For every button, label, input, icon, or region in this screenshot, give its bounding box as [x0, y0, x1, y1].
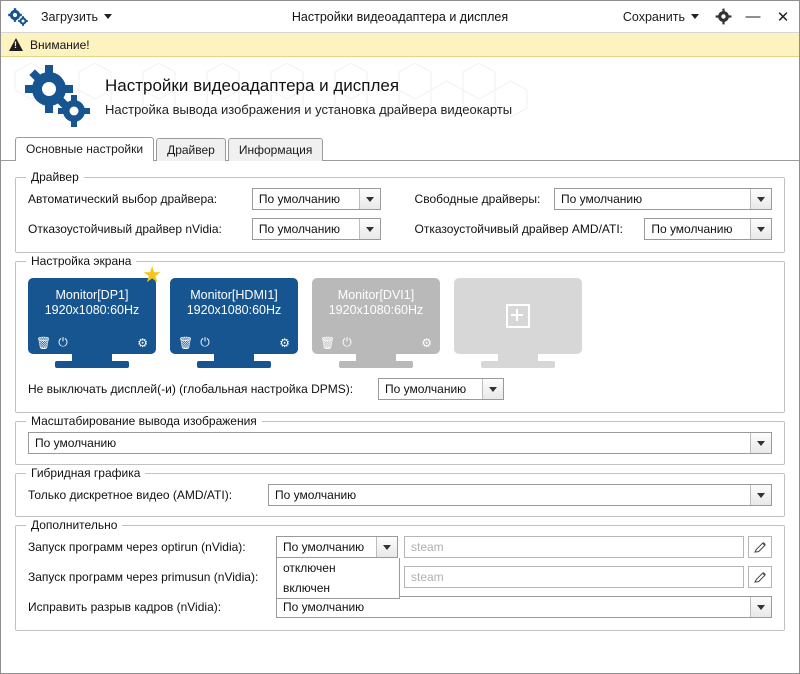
- tab-main-settings[interactable]: Основные настройки: [15, 137, 154, 161]
- optirun-option-disabled[interactable]: отключен: [283, 561, 336, 575]
- amd-fallback-label: Отказоустойчивый драйвер AMD/ATI:: [414, 222, 624, 236]
- header-banner: [1, 57, 799, 135]
- tab-information[interactable]: Информация: [228, 138, 323, 161]
- monitor-card-add[interactable]: [454, 278, 582, 368]
- primusrun-edit-button[interactable]: [748, 566, 772, 588]
- optirun-label: Запуск программ через optirun (nVidia):: [28, 540, 246, 554]
- extra-group: [15, 518, 785, 631]
- scaling-group: [15, 414, 785, 465]
- monitor-stand: [356, 354, 396, 361]
- dpms-combo[interactable]: [378, 378, 504, 400]
- tab-panel-main-settings: [1, 160, 799, 631]
- extra-group-legend: Дополнительно: [26, 518, 122, 532]
- optirun-option-enabled[interactable]: включен: [283, 581, 331, 595]
- chevron-down-icon[interactable]: [359, 219, 380, 239]
- driver-group-legend: Драйвер: [26, 170, 84, 184]
- warning-bar: [1, 33, 799, 57]
- chevron-down-icon[interactable]: [750, 597, 771, 617]
- pencil-icon: [754, 541, 767, 554]
- window-title: Настройки видеоадаптера и дисплея: [291, 9, 509, 24]
- close-button[interactable]: ✕: [776, 8, 790, 26]
- banner-subtitle: Настройка вывода изображения и установка драйвера видеокарты: [105, 101, 513, 117]
- optirun-command-input[interactable]: [404, 536, 744, 558]
- monitor-actions: [320, 335, 432, 350]
- free-driver-value: По умолчанию: [560, 192, 643, 206]
- monitor-stand: [214, 354, 254, 361]
- driver-row-2: [28, 218, 772, 240]
- screen-group-legend: Настройка экрана: [26, 254, 136, 268]
- monitor-base: [339, 361, 413, 368]
- app-logo-icon: [7, 6, 29, 28]
- title-bar: [1, 1, 799, 33]
- monitor-base: [55, 361, 129, 368]
- driver-group: [15, 170, 785, 253]
- screen-group: [15, 254, 785, 413]
- primusrun-command-placeholder: steam: [411, 570, 444, 584]
- chevron-down-icon[interactable]: [376, 537, 397, 557]
- monitor-mode: 1920x1080:60Hz: [186, 303, 282, 317]
- chevron-down-icon[interactable]: [750, 433, 771, 453]
- monitor-stand: [498, 354, 538, 361]
- primary-monitor-star-icon: ★: [142, 262, 162, 287]
- optirun-command-placeholder: steam: [411, 540, 444, 554]
- save-button[interactable]: [619, 8, 703, 26]
- hybrid-group: [15, 466, 785, 517]
- chevron-down-icon[interactable]: [750, 485, 771, 505]
- minimize-button[interactable]: —: [745, 8, 761, 25]
- auto-driver-label: Автоматический выбор драйвера:: [28, 192, 218, 206]
- monitor-list: [28, 262, 772, 368]
- monitor-mode: 1920x1080:60Hz: [328, 303, 424, 317]
- pencil-icon: [754, 571, 767, 584]
- load-button[interactable]: [37, 8, 116, 26]
- monitor-screen: [170, 278, 298, 354]
- hybrid-group-legend: Гибридная графика: [26, 466, 145, 480]
- banner-title: Настройки видеоадаптера и дисплея: [105, 75, 400, 95]
- warning-triangle-icon: [9, 38, 23, 51]
- monitor-base: [481, 361, 555, 368]
- plus-icon[interactable]: [506, 304, 530, 328]
- trash-icon[interactable]: 🗑: [178, 335, 194, 350]
- tear-fix-row: [28, 596, 772, 618]
- monitor-name: Monitor[HDMI1]: [190, 288, 278, 302]
- tear-fix-combo[interactable]: [276, 596, 772, 618]
- auto-driver-combo[interactable]: [252, 188, 381, 210]
- monitor-card-dvi1[interactable]: [312, 278, 440, 368]
- optirun-edit-button[interactable]: [748, 536, 772, 558]
- chevron-down-icon[interactable]: [750, 189, 771, 209]
- hybrid-label: Только дискретное видео (AMD/ATI):: [28, 488, 233, 502]
- tab-driver[interactable]: Драйвер: [156, 138, 226, 161]
- power-icon[interactable]: ⏻: [342, 335, 352, 349]
- dpms-label: Не выключать дисплей(-и) (глобальная настройка DPMS):: [28, 382, 354, 396]
- free-driver-label: Свободные драйверы:: [414, 192, 541, 206]
- scaling-group-legend: Масштабирование вывода изображения: [26, 414, 262, 428]
- power-icon[interactable]: ⏻: [58, 335, 68, 349]
- chevron-down-icon: [104, 14, 112, 19]
- primusrun-row: [28, 566, 772, 588]
- load-button-label: Загрузить: [41, 9, 99, 24]
- tear-fix-label: Исправить разрыв кадров (nVidia):: [28, 600, 222, 614]
- primusrun-command-input[interactable]: [404, 566, 744, 588]
- monitor-screen: [28, 278, 156, 354]
- gear-icon[interactable]: ⚙: [421, 335, 432, 350]
- title-bar-left: [7, 6, 116, 28]
- settings-gear-icon[interactable]: [713, 7, 733, 27]
- chevron-down-icon: [691, 14, 699, 19]
- chevron-down-icon[interactable]: [482, 379, 503, 399]
- dpms-row: [28, 378, 772, 400]
- banner-text: [105, 76, 512, 117]
- hybrid-row: [28, 484, 772, 506]
- trash-icon[interactable]: 🗑: [36, 335, 52, 350]
- scaling-value: По умолчанию: [35, 436, 117, 450]
- free-driver-combo[interactable]: [554, 188, 772, 210]
- monitor-stand: [72, 354, 112, 361]
- dpms-value: По умолчанию: [385, 382, 467, 396]
- nvidia-fallback-combo[interactable]: [252, 218, 381, 240]
- optirun-dropdown-list[interactable]: [276, 558, 400, 599]
- tab-strip: [1, 135, 799, 161]
- monitor-base: [197, 361, 271, 368]
- auto-driver-value: По умолчанию: [258, 192, 341, 206]
- hybrid-value: По умолчанию: [275, 488, 357, 502]
- title-bar-right: [619, 7, 793, 27]
- warning-text: Внимание!: [30, 37, 90, 52]
- chevron-down-icon[interactable]: [750, 219, 771, 239]
- monitor-screen-empty: [454, 278, 582, 354]
- hybrid-combo[interactable]: [268, 484, 772, 506]
- monitor-card-dp1[interactable]: [28, 262, 162, 368]
- driver-row-1: [28, 188, 772, 210]
- save-button-label: Сохранить: [622, 9, 685, 24]
- nvidia-fallback-label: Отказоустойчивый драйвер nVidia:: [28, 222, 222, 236]
- amd-fallback-value: По умолчанию: [651, 222, 733, 236]
- monitor-card-hdmi1[interactable]: [170, 278, 298, 368]
- gear-icon[interactable]: ⚙: [137, 335, 148, 350]
- monitor-actions: [178, 335, 290, 350]
- monitor-name: Monitor[DP1]: [55, 288, 129, 302]
- amd-fallback-combo[interactable]: [644, 218, 772, 240]
- optirun-combo[interactable]: [276, 536, 398, 595]
- tear-fix-value: По умолчанию: [283, 600, 365, 614]
- chevron-down-icon[interactable]: [359, 189, 380, 209]
- primusrun-label: Запуск программ через primusun (nVidia):: [28, 570, 259, 584]
- gear-icon[interactable]: ⚙: [279, 335, 290, 350]
- optirun-value: По умолчанию: [283, 540, 365, 554]
- nvidia-fallback-value: По умолчанию: [258, 222, 341, 236]
- monitor-mode: 1920x1080:60Hz: [44, 303, 140, 317]
- scaling-combo[interactable]: [28, 432, 772, 454]
- trash-icon[interactable]: 🗑: [320, 335, 336, 350]
- monitor-screen: [312, 278, 440, 354]
- banner-gears-icon: [19, 63, 91, 129]
- monitor-name: Monitor[DVI1]: [337, 288, 415, 302]
- monitor-actions: [36, 335, 148, 350]
- power-icon[interactable]: ⏻: [200, 335, 210, 349]
